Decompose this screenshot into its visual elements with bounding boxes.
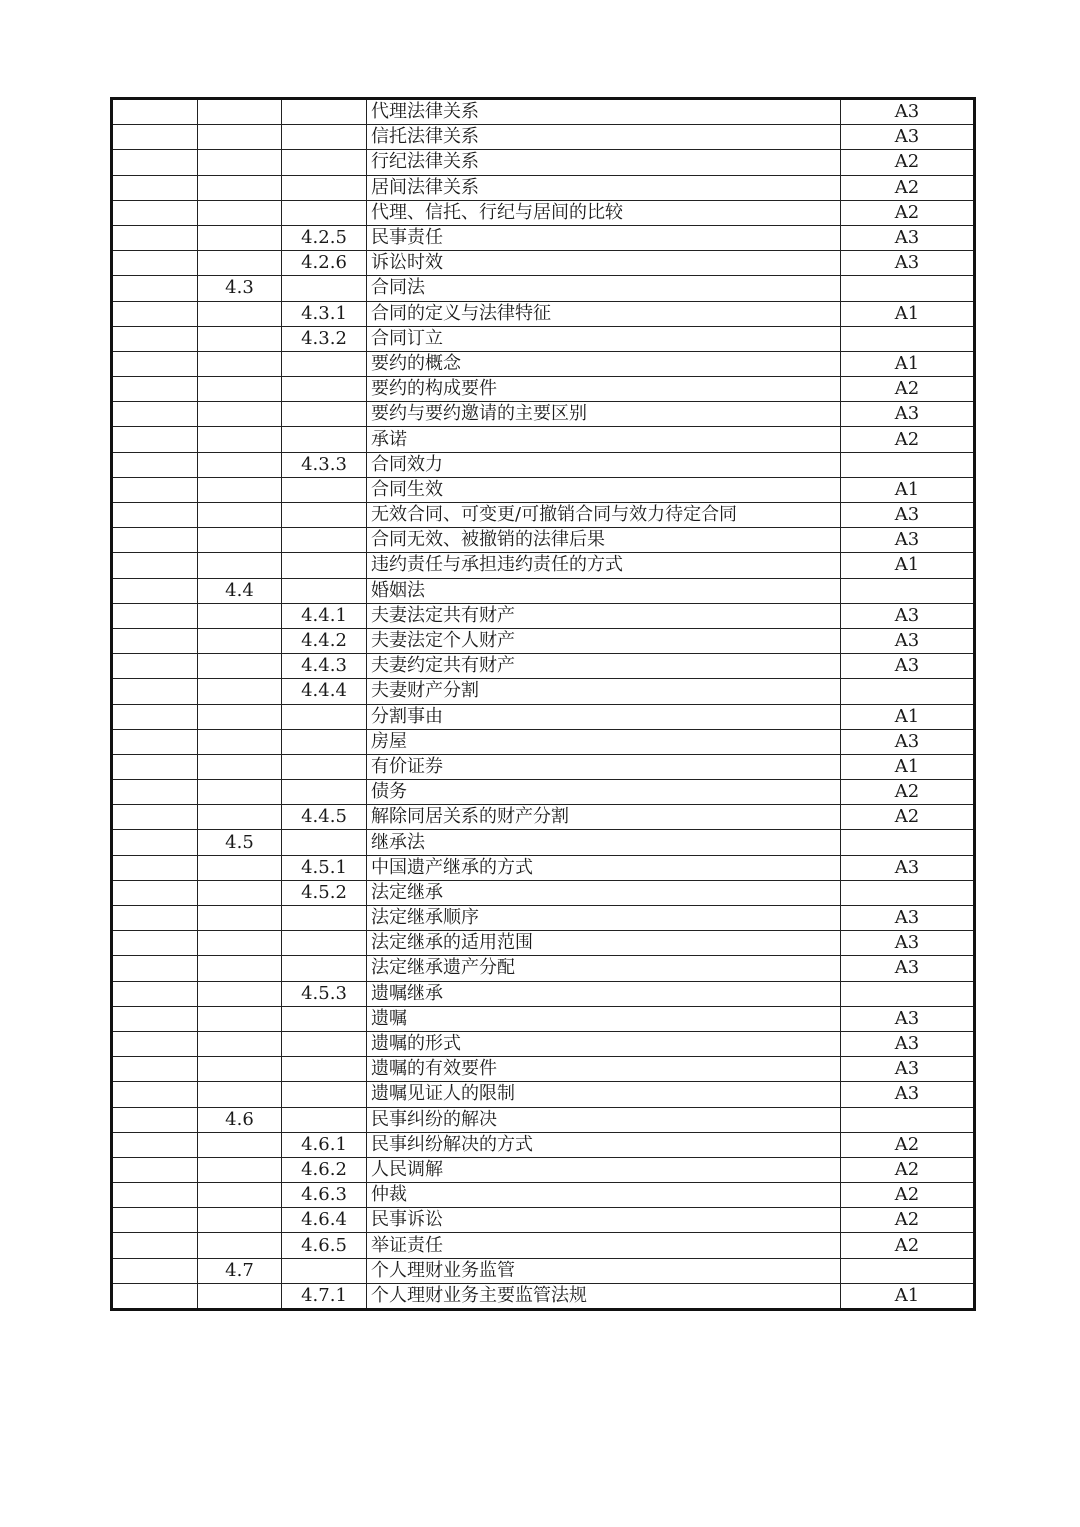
subsection-number-cell	[282, 780, 367, 805]
syllabus-table-body	[112, 99, 975, 1310]
level-cell: A3	[841, 603, 975, 628]
topic-cell: 合同无效、被撤销的法律后果	[367, 528, 841, 553]
level-cell: A1	[841, 351, 975, 376]
chapter-number-cell	[198, 1031, 282, 1056]
section-cell	[112, 906, 198, 931]
table-row	[112, 99, 975, 125]
section-cell	[112, 931, 198, 956]
table-row	[112, 150, 975, 175]
chapter-number-cell	[198, 1157, 282, 1182]
level-cell: A1	[841, 704, 975, 729]
level-cell: A3	[841, 402, 975, 427]
topic-cell: 举证责任	[367, 1233, 841, 1258]
chapter-number-cell: 4.4	[198, 578, 282, 603]
section-cell	[112, 377, 198, 402]
topic-cell: 房屋	[367, 729, 841, 754]
subsection-number-cell: 4.5.2	[282, 880, 367, 905]
table-row	[112, 276, 975, 301]
chapter-number-cell	[198, 628, 282, 653]
subsection-number-cell	[282, 99, 367, 125]
table-row	[112, 729, 975, 754]
section-cell	[112, 528, 198, 553]
subsection-number-cell: 4.6.1	[282, 1132, 367, 1157]
subsection-number-cell	[282, 427, 367, 452]
subsection-number-cell: 4.6.4	[282, 1208, 367, 1233]
section-cell	[112, 503, 198, 528]
level-cell: A1	[841, 754, 975, 779]
level-cell: A2	[841, 1233, 975, 1258]
section-cell	[112, 679, 198, 704]
chapter-number-cell	[198, 528, 282, 553]
syllabus-table	[110, 97, 976, 1311]
chapter-number-cell	[198, 1082, 282, 1107]
topic-cell: 法定继承遗产分配	[367, 956, 841, 981]
level-cell: A3	[841, 906, 975, 931]
chapter-number-cell	[198, 477, 282, 502]
subsection-number-cell	[282, 1107, 367, 1132]
chapter-number-cell	[198, 1183, 282, 1208]
chapter-number-cell: 4.3	[198, 276, 282, 301]
table-row	[112, 200, 975, 225]
level-cell: A2	[841, 1183, 975, 1208]
table-row	[112, 679, 975, 704]
section-cell	[112, 1183, 198, 1208]
topic-cell: 合同订立	[367, 326, 841, 351]
chapter-number-cell: 4.7	[198, 1258, 282, 1283]
level-cell: A3	[841, 956, 975, 981]
chapter-number-cell: 4.5	[198, 830, 282, 855]
level-cell	[841, 981, 975, 1006]
table-row	[112, 427, 975, 452]
chapter-number-cell	[198, 175, 282, 200]
topic-cell: 信托法律关系	[367, 125, 841, 150]
table-row	[112, 351, 975, 376]
table-row	[112, 1082, 975, 1107]
section-cell	[112, 805, 198, 830]
chapter-number-cell: 4.6	[198, 1107, 282, 1132]
chapter-number-cell	[198, 251, 282, 276]
level-cell	[841, 452, 975, 477]
table-row	[112, 452, 975, 477]
table-row	[112, 628, 975, 653]
table-row	[112, 1258, 975, 1283]
section-cell	[112, 200, 198, 225]
table-row	[112, 931, 975, 956]
topic-cell: 合同效力	[367, 452, 841, 477]
section-cell	[112, 1283, 198, 1309]
section-cell	[112, 1233, 198, 1258]
subsection-number-cell: 4.2.6	[282, 251, 367, 276]
subsection-number-cell	[282, 125, 367, 150]
chapter-number-cell	[198, 780, 282, 805]
chapter-number-cell	[198, 427, 282, 452]
table-row	[112, 780, 975, 805]
level-cell	[841, 326, 975, 351]
table-row	[112, 956, 975, 981]
chapter-number-cell	[198, 729, 282, 754]
section-cell	[112, 729, 198, 754]
topic-cell: 要约的概念	[367, 351, 841, 376]
subsection-number-cell: 4.3.1	[282, 301, 367, 326]
chapter-number-cell	[198, 402, 282, 427]
chapter-number-cell	[198, 200, 282, 225]
topic-cell: 居间法律关系	[367, 175, 841, 200]
topic-cell: 夫妻约定共有财产	[367, 654, 841, 679]
section-cell	[112, 830, 198, 855]
subsection-number-cell	[282, 1031, 367, 1056]
subsection-number-cell	[282, 1082, 367, 1107]
subsection-number-cell	[282, 553, 367, 578]
topic-cell: 遗嘱	[367, 1006, 841, 1031]
subsection-number-cell: 4.5.1	[282, 855, 367, 880]
section-cell	[112, 553, 198, 578]
topic-cell: 遗嘱的有效要件	[367, 1057, 841, 1082]
chapter-number-cell	[198, 1208, 282, 1233]
section-cell	[112, 427, 198, 452]
table-row	[112, 1183, 975, 1208]
level-cell: A2	[841, 150, 975, 175]
table-row	[112, 326, 975, 351]
chapter-number-cell	[198, 326, 282, 351]
topic-cell: 合同的定义与法律特征	[367, 301, 841, 326]
level-cell	[841, 679, 975, 704]
topic-cell: 民事责任	[367, 225, 841, 250]
topic-cell: 遗嘱见证人的限制	[367, 1082, 841, 1107]
subsection-number-cell	[282, 906, 367, 931]
topic-cell: 民事纠纷解决的方式	[367, 1132, 841, 1157]
table-row	[112, 553, 975, 578]
chapter-number-cell	[198, 553, 282, 578]
section-cell	[112, 1258, 198, 1283]
topic-cell: 遗嘱的形式	[367, 1031, 841, 1056]
section-cell	[112, 326, 198, 351]
section-cell	[112, 754, 198, 779]
section-cell	[112, 1057, 198, 1082]
topic-cell: 要约的构成要件	[367, 377, 841, 402]
chapter-number-cell	[198, 931, 282, 956]
level-cell	[841, 1107, 975, 1132]
table-row	[112, 125, 975, 150]
chapter-number-cell	[198, 906, 282, 931]
level-cell	[841, 880, 975, 905]
chapter-number-cell	[198, 1132, 282, 1157]
subsection-number-cell	[282, 729, 367, 754]
chapter-number-cell	[198, 754, 282, 779]
subsection-number-cell	[282, 477, 367, 502]
subsection-number-cell: 4.6.5	[282, 1233, 367, 1258]
subsection-number-cell: 4.4.5	[282, 805, 367, 830]
table-row	[112, 704, 975, 729]
section-cell	[112, 780, 198, 805]
topic-cell: 民事纠纷的解决	[367, 1107, 841, 1132]
section-cell	[112, 1006, 198, 1031]
section-cell	[112, 1031, 198, 1056]
topic-cell: 民事诉讼	[367, 1208, 841, 1233]
table-row	[112, 603, 975, 628]
subsection-number-cell	[282, 402, 367, 427]
level-cell: A3	[841, 729, 975, 754]
section-cell	[112, 1208, 198, 1233]
chapter-number-cell	[198, 603, 282, 628]
section-cell	[112, 1157, 198, 1182]
chapter-number-cell	[198, 301, 282, 326]
chapter-number-cell	[198, 855, 282, 880]
chapter-number-cell	[198, 1006, 282, 1031]
level-cell: A3	[841, 503, 975, 528]
level-cell: A3	[841, 1006, 975, 1031]
subsection-number-cell	[282, 1258, 367, 1283]
topic-cell: 法定继承的适用范围	[367, 931, 841, 956]
table-row	[112, 175, 975, 200]
topic-cell: 要约与要约邀请的主要区别	[367, 402, 841, 427]
section-cell	[112, 704, 198, 729]
subsection-number-cell	[282, 377, 367, 402]
level-cell: A2	[841, 377, 975, 402]
level-cell	[841, 276, 975, 301]
level-cell	[841, 578, 975, 603]
level-cell: A2	[841, 1132, 975, 1157]
table-row	[112, 1057, 975, 1082]
section-cell	[112, 99, 198, 125]
table-row	[112, 1132, 975, 1157]
subsection-number-cell: 4.6.3	[282, 1183, 367, 1208]
subsection-number-cell: 4.4.1	[282, 603, 367, 628]
subsection-number-cell: 4.3.3	[282, 452, 367, 477]
topic-cell: 代理法律关系	[367, 99, 841, 125]
topic-cell: 法定继承顺序	[367, 906, 841, 931]
table-row	[112, 805, 975, 830]
subsection-number-cell	[282, 956, 367, 981]
level-cell: A3	[841, 99, 975, 125]
topic-cell: 个人理财业务主要监管法规	[367, 1283, 841, 1309]
chapter-number-cell	[198, 654, 282, 679]
level-cell: A3	[841, 251, 975, 276]
section-cell	[112, 1082, 198, 1107]
topic-cell: 夫妻法定共有财产	[367, 603, 841, 628]
table-row	[112, 1283, 975, 1309]
topic-cell: 代理、信托、行纪与居间的比较	[367, 200, 841, 225]
topic-cell: 夫妻法定个人财产	[367, 628, 841, 653]
table-row	[112, 402, 975, 427]
level-cell: A2	[841, 780, 975, 805]
chapter-number-cell	[198, 452, 282, 477]
section-cell	[112, 578, 198, 603]
subsection-number-cell	[282, 503, 367, 528]
level-cell: A3	[841, 628, 975, 653]
topic-cell: 个人理财业务监管	[367, 1258, 841, 1283]
chapter-number-cell	[198, 880, 282, 905]
level-cell: A3	[841, 855, 975, 880]
table-row	[112, 477, 975, 502]
section-cell	[112, 654, 198, 679]
topic-cell: 承诺	[367, 427, 841, 452]
table-row	[112, 225, 975, 250]
subsection-number-cell	[282, 830, 367, 855]
level-cell	[841, 1258, 975, 1283]
table-row	[112, 1006, 975, 1031]
topic-cell: 继承法	[367, 830, 841, 855]
topic-cell: 债务	[367, 780, 841, 805]
chapter-number-cell	[198, 503, 282, 528]
chapter-number-cell	[198, 704, 282, 729]
level-cell: A3	[841, 1082, 975, 1107]
subsection-number-cell	[282, 704, 367, 729]
level-cell: A1	[841, 477, 975, 502]
section-cell	[112, 956, 198, 981]
level-cell: A1	[841, 553, 975, 578]
level-cell: A3	[841, 125, 975, 150]
table-row	[112, 754, 975, 779]
topic-cell: 违约责任与承担违约责任的方式	[367, 553, 841, 578]
subsection-number-cell	[282, 1006, 367, 1031]
level-cell: A2	[841, 1157, 975, 1182]
topic-cell: 合同法	[367, 276, 841, 301]
section-cell	[112, 1132, 198, 1157]
chapter-number-cell	[198, 377, 282, 402]
topic-cell: 中国遗产继承的方式	[367, 855, 841, 880]
table-row	[112, 528, 975, 553]
subsection-number-cell	[282, 578, 367, 603]
chapter-number-cell	[198, 99, 282, 125]
chapter-number-cell	[198, 225, 282, 250]
section-cell	[112, 251, 198, 276]
topic-cell: 有价证券	[367, 754, 841, 779]
table-row	[112, 1233, 975, 1258]
table-row	[112, 503, 975, 528]
table-row	[112, 1157, 975, 1182]
section-cell	[112, 855, 198, 880]
topic-cell: 分割事由	[367, 704, 841, 729]
chapter-number-cell	[198, 805, 282, 830]
level-cell: A3	[841, 654, 975, 679]
section-cell	[112, 175, 198, 200]
section-cell	[112, 880, 198, 905]
section-cell	[112, 981, 198, 1006]
table-row	[112, 654, 975, 679]
chapter-number-cell	[198, 351, 282, 376]
topic-cell: 无效合同、可变更/可撤销合同与效力待定合同	[367, 503, 841, 528]
chapter-number-cell	[198, 1283, 282, 1309]
topic-cell: 人民调解	[367, 1157, 841, 1182]
table-row	[112, 981, 975, 1006]
level-cell	[841, 830, 975, 855]
level-cell: A2	[841, 1208, 975, 1233]
subsection-number-cell	[282, 1057, 367, 1082]
level-cell: A2	[841, 175, 975, 200]
chapter-number-cell	[198, 956, 282, 981]
level-cell: A2	[841, 200, 975, 225]
level-cell: A3	[841, 528, 975, 553]
subsection-number-cell: 4.5.3	[282, 981, 367, 1006]
table-row	[112, 301, 975, 326]
topic-cell: 解除同居关系的财产分割	[367, 805, 841, 830]
subsection-number-cell: 4.7.1	[282, 1283, 367, 1309]
chapter-number-cell	[198, 1233, 282, 1258]
chapter-number-cell	[198, 981, 282, 1006]
table-row	[112, 377, 975, 402]
topic-cell: 仲裁	[367, 1183, 841, 1208]
subsection-number-cell	[282, 150, 367, 175]
subsection-number-cell	[282, 200, 367, 225]
subsection-number-cell	[282, 931, 367, 956]
section-cell	[112, 452, 198, 477]
table-row	[112, 1208, 975, 1233]
chapter-number-cell	[198, 150, 282, 175]
section-cell	[112, 150, 198, 175]
level-cell: A1	[841, 301, 975, 326]
table-row	[112, 906, 975, 931]
level-cell: A3	[841, 931, 975, 956]
section-cell	[112, 402, 198, 427]
subsection-number-cell	[282, 528, 367, 553]
table-row	[112, 830, 975, 855]
section-cell	[112, 603, 198, 628]
chapter-number-cell	[198, 679, 282, 704]
topic-cell: 行纪法律关系	[367, 150, 841, 175]
topic-cell: 遗嘱继承	[367, 981, 841, 1006]
topic-cell: 婚姻法	[367, 578, 841, 603]
section-cell	[112, 1107, 198, 1132]
level-cell: A3	[841, 225, 975, 250]
topic-cell: 诉讼时效	[367, 251, 841, 276]
level-cell: A1	[841, 1283, 975, 1309]
topic-cell: 合同生效	[367, 477, 841, 502]
subsection-number-cell	[282, 175, 367, 200]
table-row	[112, 251, 975, 276]
table-row	[112, 1107, 975, 1132]
subsection-number-cell: 4.4.3	[282, 654, 367, 679]
chapter-number-cell	[198, 1057, 282, 1082]
subsection-number-cell: 4.6.2	[282, 1157, 367, 1182]
table-row	[112, 880, 975, 905]
section-cell	[112, 276, 198, 301]
table-row	[112, 578, 975, 603]
subsection-number-cell: 4.4.2	[282, 628, 367, 653]
subsection-number-cell: 4.3.2	[282, 326, 367, 351]
section-cell	[112, 125, 198, 150]
section-cell	[112, 301, 198, 326]
chapter-number-cell	[198, 125, 282, 150]
section-cell	[112, 225, 198, 250]
section-cell	[112, 477, 198, 502]
level-cell: A2	[841, 805, 975, 830]
topic-cell: 夫妻财产分割	[367, 679, 841, 704]
table-row	[112, 1031, 975, 1056]
topic-cell: 法定继承	[367, 880, 841, 905]
subsection-number-cell	[282, 351, 367, 376]
level-cell: A3	[841, 1057, 975, 1082]
level-cell: A3	[841, 1031, 975, 1056]
table-row	[112, 855, 975, 880]
subsection-number-cell: 4.4.4	[282, 679, 367, 704]
section-cell	[112, 628, 198, 653]
subsection-number-cell	[282, 276, 367, 301]
subsection-number-cell: 4.2.5	[282, 225, 367, 250]
section-cell	[112, 351, 198, 376]
level-cell: A2	[841, 427, 975, 452]
subsection-number-cell	[282, 754, 367, 779]
